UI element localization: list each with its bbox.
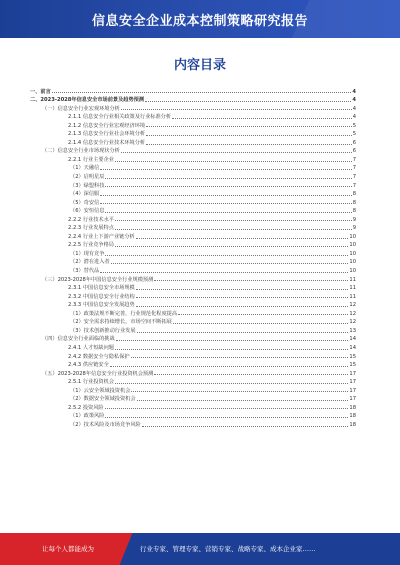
toc-entry-text: 2.3.1 中国信息安全市场规模 [68,285,135,292]
toc-entry-text: 2.3.2 中国信息安全行业结构 [68,293,135,300]
toc-leader-dots [116,340,349,341]
toc-entry[interactable] [30,120,356,129]
toc-leader-dots [100,272,348,273]
toc-entry[interactable] [30,206,356,215]
toc-page-number: 7 [352,182,356,189]
toc-leader-dots [105,417,348,418]
toc-entry[interactable] [30,402,356,411]
toc-entry-text: 2.4.2 数据安全与隐私保护 [68,353,130,360]
toc-entry-text: （1）现有竞争 [70,250,105,257]
toc-entry-text: 2.2.5 行业竞争格局 [68,242,114,249]
toc-entry[interactable] [30,248,356,257]
toc-leader-dots [110,366,349,367]
toc-entry[interactable] [30,419,356,428]
toc-page-number: 17 [349,370,356,377]
toc-entry[interactable] [30,291,356,300]
toc-page-number: 6 [352,139,356,146]
toc-leader-dots [105,178,351,179]
toc-entry-text: 2.2.3 行业发展特点 [68,225,114,232]
toc-leader-dots [100,195,351,196]
toc-entry-text: （2）潜在进入者 [70,259,110,266]
toc-entry-text: （2）技术风险及市场竞争风险 [70,421,141,428]
toc-leader-dots [111,263,349,264]
toc-entry[interactable] [30,334,356,343]
toc-leader-dots [115,383,348,384]
toc-leader-dots [136,238,349,239]
toc-entry[interactable] [30,231,356,240]
toc-leader-dots [115,349,348,350]
footer-slogan: 让每个人都能成为 [42,545,94,553]
toc-page-number: 10 [349,242,356,249]
toc-page-number: 11 [349,276,356,283]
toc-entry-text: （1）天融信 [70,165,100,172]
toc-leader-dots [115,220,352,221]
toc-leader-dots [131,391,348,392]
toc-entry-text: （2）数据安全领域投资机会 [70,396,136,403]
toc-entry-text: 2.2.4 行业上下游产业链分析 [68,233,135,240]
toc-entry-text: 2.1.3 信息安全行业社会环境分析 [68,131,146,138]
toc-leader-dots [137,332,349,333]
toc-page-number: 18 [349,404,356,411]
toc-entry-text: （5）奇安信 [70,199,100,206]
toc-leader-dots [115,246,348,247]
toc-page-number: 7 [352,174,356,181]
toc-page-number: 14 [349,344,356,351]
toc-page-number: 15 [349,353,356,360]
toc-page-number: 10 [349,259,356,266]
toc-entry[interactable] [30,308,356,317]
toc-leader-dots [142,426,349,427]
toc-page-number: 12 [349,302,356,309]
toc-entry[interactable] [30,137,356,146]
toc-page-number: 9 [352,225,356,232]
toc-page-number: 4 [352,97,356,104]
toc-entry[interactable] [30,265,356,274]
toc-page-number: 5 [352,131,356,138]
toc-page-number: 18 [349,421,356,428]
toc-entry-text: 2.1.2 信息安全行业宏观经济环境 [68,122,146,129]
toc-leader-dots [146,135,352,136]
toc-entry[interactable] [30,283,356,292]
toc-entry[interactable] [30,368,356,377]
toc-entry-text: （一）信息安全行业宏观环境分析 [42,105,120,112]
toc-entry-text: 2.4.3 供应链安全 [68,362,109,369]
toc-entry[interactable] [30,317,356,326]
toc-page-number: 7 [352,156,356,163]
toc-leader-dots [178,314,348,315]
toc-entry[interactable] [30,95,356,104]
toc-entry[interactable] [30,351,356,360]
toc-leader-dots [100,169,351,170]
toc-entry-text: （3）技术创新推动行业发展 [70,327,136,334]
toc-page-number: 11 [349,285,356,292]
toc-leader-dots [115,229,352,230]
toc-page-number: 17 [349,396,356,403]
toc-page-number: 14 [349,336,356,343]
toc-leader-dots [145,101,351,102]
toc-entry[interactable] [30,300,356,309]
toc-leader-dots [136,297,349,298]
page-footer [0,533,400,565]
table-of-contents [30,86,356,428]
toc-entry[interactable] [30,171,356,180]
toc-entry[interactable] [30,240,356,249]
toc-leader-dots [172,118,352,119]
toc-page-number: 10 [349,250,356,257]
toc-leader-dots [52,92,352,93]
toc-page-number: 10 [349,233,356,240]
toc-page-number: 8 [352,199,356,206]
toc-leader-dots [154,374,348,375]
toc-entry[interactable] [30,214,356,223]
toc-entry[interactable] [30,377,356,386]
toc-entry[interactable] [30,146,356,155]
toc-entry[interactable] [30,129,356,138]
toc-entry[interactable] [30,274,356,283]
toc-page-number: 15 [349,362,356,369]
toc-entry[interactable] [30,411,356,420]
toc-leader-dots [146,144,352,145]
toc-entry-text: 2.3.3 中国信息安全发展趋势 [68,302,135,309]
toc-heading: 内容目录 [173,58,226,73]
toc-leader-dots [121,152,352,153]
toc-page-number: 8 [352,191,356,198]
toc-entry-text: （四）信息安全行业面临的挑战 [42,336,115,343]
toc-page-number: 17 [349,387,356,394]
toc-entry[interactable] [30,154,356,163]
toc-entry-text: 2.5.1 行业投资机会 [68,379,114,386]
toc-entry-text: （二）信息安全行业市场现状分析 [42,148,120,155]
toc-leader-dots [146,126,352,127]
toc-entry-text: （2）启明星辰 [70,174,105,181]
toc-leader-dots [115,161,352,162]
toc-page-number: 10 [349,268,356,275]
toc-entry-text: （3）替代品 [70,268,100,275]
toc-entry[interactable] [30,86,356,95]
toc-page-number: 5 [352,122,356,129]
toc-entry-text: 2.1.4 信息安全行业技术环境分析 [68,139,146,146]
toc-entry-text: （2）安全需求持续增长，市场空间不断拓展 [70,319,172,326]
toc-page-number: 13 [349,327,356,334]
toc-page-number: 6 [352,148,356,155]
toc-page-number: 8 [352,208,356,215]
toc-page-number: 12 [349,319,356,326]
toc-page-number: 4 [352,105,356,112]
toc-entry-text: （三）2023-2028年中国信息安全行业规模预测 [42,276,154,283]
toc-entry-text: 2.2.1 行业主要企业 [68,156,114,163]
toc-leader-dots [105,255,348,256]
toc-entry[interactable] [30,325,356,334]
toc-page-number: 12 [349,310,356,317]
toc-leader-dots [137,400,349,401]
toc-entry-text: （1）云安全领域投资机会 [70,387,131,394]
toc-entry[interactable] [30,394,356,403]
toc-entry-text: （1）政策风险 [70,413,105,420]
toc-entry[interactable] [30,385,356,394]
toc-page-number: 11 [349,293,356,300]
toc-page-number: 17 [349,379,356,386]
toc-entry-text: （五）2023-2028年信息安全行业投资机会预测 [42,370,154,377]
toc-entry-text: （3）绿盟科技 [70,182,105,189]
toc-entry-text: 一、前言 [30,88,51,95]
toc-entry[interactable] [30,197,356,206]
toc-entry-text: 2.5.2 投资风险 [68,404,104,411]
toc-leader-dots [131,357,349,358]
toc-entry[interactable] [30,223,356,232]
toc-entry-text: 2.1.1 信息安全行业相关政策及行业标准分析 [68,114,172,121]
toc-entry-text: （6）安恒信息 [70,208,105,215]
toc-page-number: 9 [352,216,356,223]
footer-tagline: 行业专家、管理专家、营销专家、战略专家、成本企业家…… [140,545,316,553]
toc-entry[interactable] [30,189,356,198]
toc-entry-text: 2.2.2 行业技术水平 [68,216,114,223]
toc-page-number: 4 [352,114,356,121]
toc-entry[interactable] [30,103,356,112]
toc-leader-dots [105,212,351,213]
toc-leader-dots [105,408,349,409]
toc-leader-dots [136,289,349,290]
toc-entry-text: （1）政策法规不断完善，行业规范化程度提高 [70,310,178,317]
toc-leader-dots [173,323,349,324]
toc-page-number: 18 [349,413,356,420]
toc-leader-dots [154,280,348,281]
toc-entry[interactable] [30,180,356,189]
report-title: 信息安全企业成本控制策略研究报告 [91,14,308,29]
toc-leader-dots [105,186,351,187]
toc-entry-text: （4）深信服 [70,191,100,198]
toc-entry[interactable] [30,163,356,172]
toc-leader-dots [100,203,351,204]
toc-page-number: 4 [352,88,356,95]
toc-entry[interactable] [30,342,356,351]
page-header [0,0,400,38]
toc-entry[interactable] [30,112,356,121]
toc-entry[interactable] [30,360,356,369]
toc-leader-dots [121,109,352,110]
toc-entry-text: 二、2023-2028年信息安全市场前景及趋势预测 [30,97,145,104]
toc-leader-dots [136,306,349,307]
toc-page-number: 7 [352,165,356,172]
toc-entry-text: 2.4.1 人才短缺问题 [68,344,114,351]
toc-entry[interactable] [30,257,356,266]
